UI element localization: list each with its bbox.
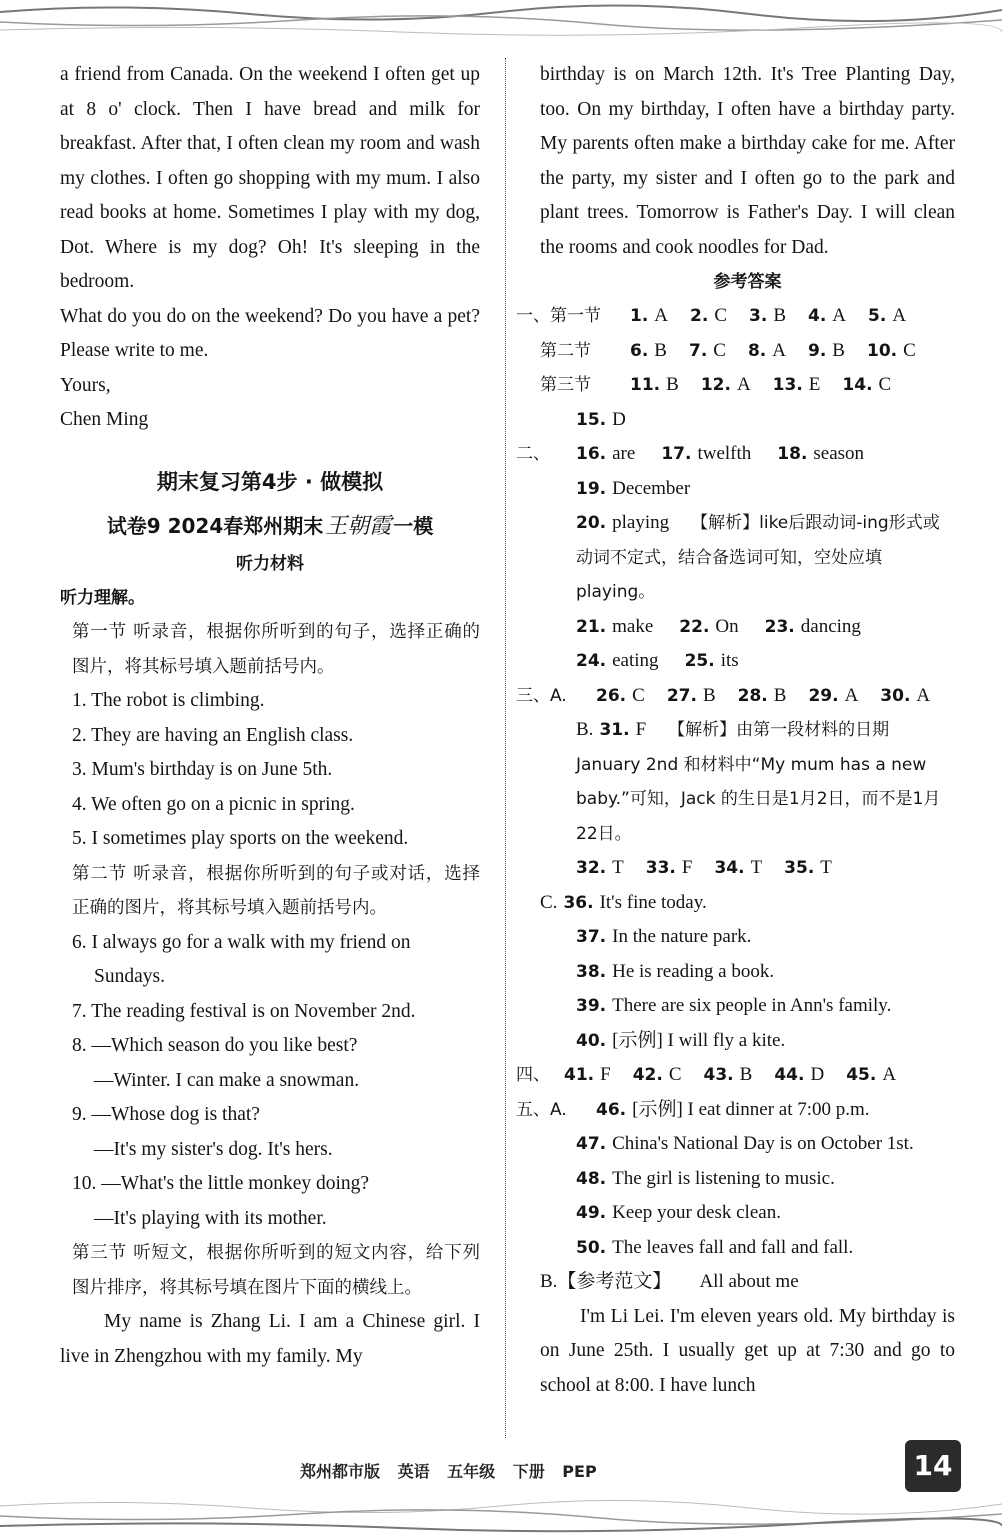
answer-row: 15. D <box>576 408 626 430</box>
answer-label: 第三节 <box>540 375 591 395</box>
passage-continuation: birthday is on March 12th. It's Tree Planting Day, too. On my birthday, I often have a birthday party. My parents often make a birthday cake for me. After the party, my sister and I often go to the park and plant trees. Tomorrow is Father's Day. I will clean the rooms and cook noodles for Dad. <box>540 64 955 258</box>
list-item: 1. The robot is climbing. <box>72 690 265 711</box>
list-item-cont: Sundays. <box>94 966 165 987</box>
essay-label: B.【参考范文】 <box>540 1271 672 1292</box>
column-divider <box>505 58 506 1438</box>
answer-row: 21. make 22. On 23. dancing <box>576 615 861 637</box>
section-title: 期末复习第4步 · 做模拟 <box>156 469 384 494</box>
page-number: 14 <box>905 1440 961 1492</box>
answer-label: 四、 <box>516 1065 550 1085</box>
answer-note: 20. playing 【解析】like后跟动词-ing形式或动词不定式，结合备选词可知，空处应填playing。 <box>576 512 940 602</box>
answer-row: 19. December <box>576 477 691 499</box>
list-item: 6. I always go for a walk with my friend on <box>72 931 411 953</box>
list-item-cont: —It's my sister's dog. It's hers. <box>94 1138 333 1160</box>
brand-signature: 王朝霞 <box>325 513 392 539</box>
list-item: 4. We often go on a picnic in spring. <box>72 793 355 815</box>
list-item: 7. The reading festival is on November 2nd. <box>72 1000 416 1022</box>
left-column <box>60 58 480 1374</box>
right-column <box>516 58 955 1403</box>
part3-instruction: 第三节 听短文，根据你所听到的短文内容，给下列图片排序，将其标号填在图片下面的横线上。 <box>72 1243 480 1298</box>
answer-with-note <box>540 713 955 851</box>
answer-label: 三、A. <box>516 685 567 706</box>
answer-row: 40. [示例] I will fly a kite. <box>576 1029 786 1051</box>
answer-row: 一、第一节 1. A 2. C 3. B 4. A 5. A <box>540 299 955 334</box>
answer-row: 二、 16. are 17. twelfth 18. season <box>540 437 955 472</box>
essay-text: I'm Li Lei. I'm eleven years old. My birthday is on June 25th. I usually get up at 7:30 and go to school at 8:00. I have lunch <box>540 1305 955 1396</box>
list-item: 2. They are having an English class. <box>72 724 354 746</box>
answer-label: 五、A. <box>516 1099 567 1120</box>
essay-title: All about me <box>699 1271 799 1292</box>
list-item-cont: —Winter. I can make a snowman. <box>94 1069 360 1091</box>
letter-paragraph-2: What do you do on the weekend? Do you have a pet? Please write to me. <box>60 305 480 361</box>
answer-row: C. 36. It's fine today. <box>540 891 707 913</box>
page-footer: 郑州都市版 英语 五年级 下册 PEP <box>300 1462 597 1481</box>
letter-closing: Yours, <box>60 374 111 396</box>
answer-row: 24. eating 25. its <box>576 650 739 671</box>
answer-row: 38. He is reading a book. <box>576 960 775 982</box>
list-item: 8. —Which season do you like best? <box>72 1035 358 1056</box>
answer-row: 32. T 33. F 34. T 35. T <box>576 857 832 878</box>
listening-material-heading: 听力材料 <box>236 553 304 574</box>
answer-label: 二、 <box>516 444 550 464</box>
answer-row: 47. China's National Day is on October 1st. <box>576 1133 914 1154</box>
answer-label: 第二节 <box>540 340 591 361</box>
answer-row: 48. The girl is listening to music. <box>576 1167 835 1189</box>
answer-row: 37. In the nature park. <box>576 926 752 947</box>
answer-row: 49. Keep your desk clean. <box>576 1202 781 1223</box>
answer-row: 第三节 11. B 12. A 13. E 14. C <box>540 368 955 403</box>
essay-heading-row <box>540 1265 955 1300</box>
part2-list <box>60 926 480 1237</box>
answer-row: 50. The leaves fall and fall and fall. <box>576 1236 854 1258</box>
answer-label: 一、第一节 <box>516 306 601 326</box>
passage-start: My name is Zhang Li. I am a Chinese girl. I live in Zhengzhou with my family. My <box>60 1311 480 1367</box>
answer-row: 五、A. 46. [示例] I eat dinner at 7:00 p.m. <box>540 1093 955 1128</box>
answer-row: 39. There are six people in Ann's family. <box>576 995 892 1016</box>
list-item: 5. I sometimes play sports on the weekend. <box>72 828 409 849</box>
part2-instruction: 第二节 听录音，根据你所听到的句子或对话，选择正确的图片，将其标号填入题前括号内。 <box>72 863 480 918</box>
answer-row: 第二节 6. B 7. C 8. A 9. B 10. C <box>540 334 955 369</box>
bottom-border-decoration <box>0 1496 1002 1536</box>
paper-title <box>60 506 480 547</box>
answer-with-note <box>540 506 955 610</box>
list-item: 9. —Whose dog is that? <box>72 1104 260 1125</box>
answer-row: 四、 41. F 42. C 43. B 44. D 45. A <box>540 1058 955 1093</box>
top-border-decoration <box>0 0 1002 40</box>
list-item: 10. —What's the little monkey doing? <box>72 1173 370 1194</box>
list-item: 3. Mum's birthday is on June 5th. <box>72 759 333 780</box>
answer-note: B. 31. F 【解析】由第一段材料的日期 January 2nd 和材料中“My mum has a new baby.”可知，Jack 的生日是1月2日，而不是1月22日。 <box>576 719 941 844</box>
part1-instruction: 第一节 听录音，根据你所听到的句子，选择正确的图片，将其标号填入题前括号内。 <box>72 622 480 677</box>
answers-heading: 参考答案 <box>713 272 782 292</box>
listening-comprehension-heading: 听力理解。 <box>60 587 145 608</box>
part1-list <box>60 684 480 857</box>
answer-row: 三、A. 26. C 27. B 28. B 29. A 30. A <box>540 679 955 714</box>
paper-title-suffix: 一模 <box>393 513 434 538</box>
list-item-cont: —It's playing with its mother. <box>94 1207 327 1229</box>
letter-signature: Chen Ming <box>60 409 149 430</box>
paper-title-main: 试卷9 2024春郑州期末 <box>106 513 324 538</box>
letter-paragraph-1: a friend from Canada. On the weekend I often get up at 8 o' clock. Then I have bread and milk for breakfast. After that, I often clean my room and wash my clothes. I often go shopping with my mum. I also read books at home. Sometimes I play with my dog, Dot. Where is my dog? Oh! It's sleeping in the bedroom. <box>60 64 480 292</box>
